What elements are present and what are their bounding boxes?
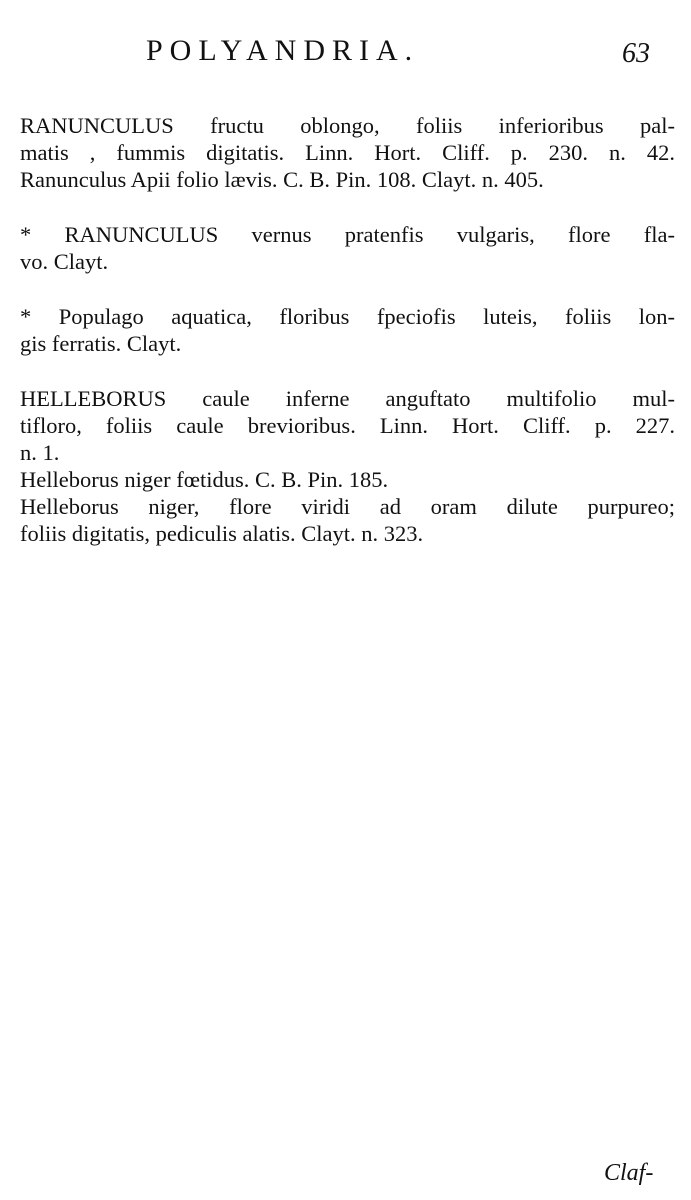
entry-line: foliis digitatis, pediculis alatis. Clayt. n. 323. <box>20 521 424 546</box>
page-number: 63 <box>622 38 650 69</box>
entry-line: tifloro, foliis caule brevioribus. Linn. Hort. Cliff. p. 227. <box>20 413 675 438</box>
entry-helleborus <box>20 385 675 547</box>
entry-line: vo. Clayt. <box>20 249 109 274</box>
catchword: Claf- <box>604 1160 654 1186</box>
entry-ranunculus-vernus <box>20 221 675 275</box>
entry-line: n. 1. <box>20 440 60 465</box>
entry-line: * RANUNCULUS vernus pratenfis vulgaris, flore fla- <box>20 222 675 247</box>
entry-populago <box>20 303 675 357</box>
entry-line: gis ferratis. Clayt. <box>20 331 182 356</box>
entry-line: HELLEBORUS caule inferne anguftato multifolio mul- <box>20 386 675 411</box>
running-head: POLYANDRIA. <box>146 34 420 67</box>
entry-line: Ranunculus Apii folio lævis. C. B. Pin. 108. Clayt. n. 405. <box>20 167 544 192</box>
entry-line: Helleborus niger fœtidus. C. B. Pin. 185. <box>20 467 389 492</box>
entry-line: matis , fummis digitatis. Linn. Hort. Cliff. p. 230. n. 42. <box>20 140 675 165</box>
entries <box>20 112 675 547</box>
entry-line: Helleborus niger, flore viridi ad oram dilute purpureo; <box>20 494 675 519</box>
entry-line: RANUNCULUS fructu oblongo, foliis inferioribus pal- <box>20 113 675 138</box>
entry-ranunculus-oblongo <box>20 112 675 193</box>
entry-line: * Populago aquatica, floribus fpeciofis luteis, foliis lon- <box>20 304 675 329</box>
